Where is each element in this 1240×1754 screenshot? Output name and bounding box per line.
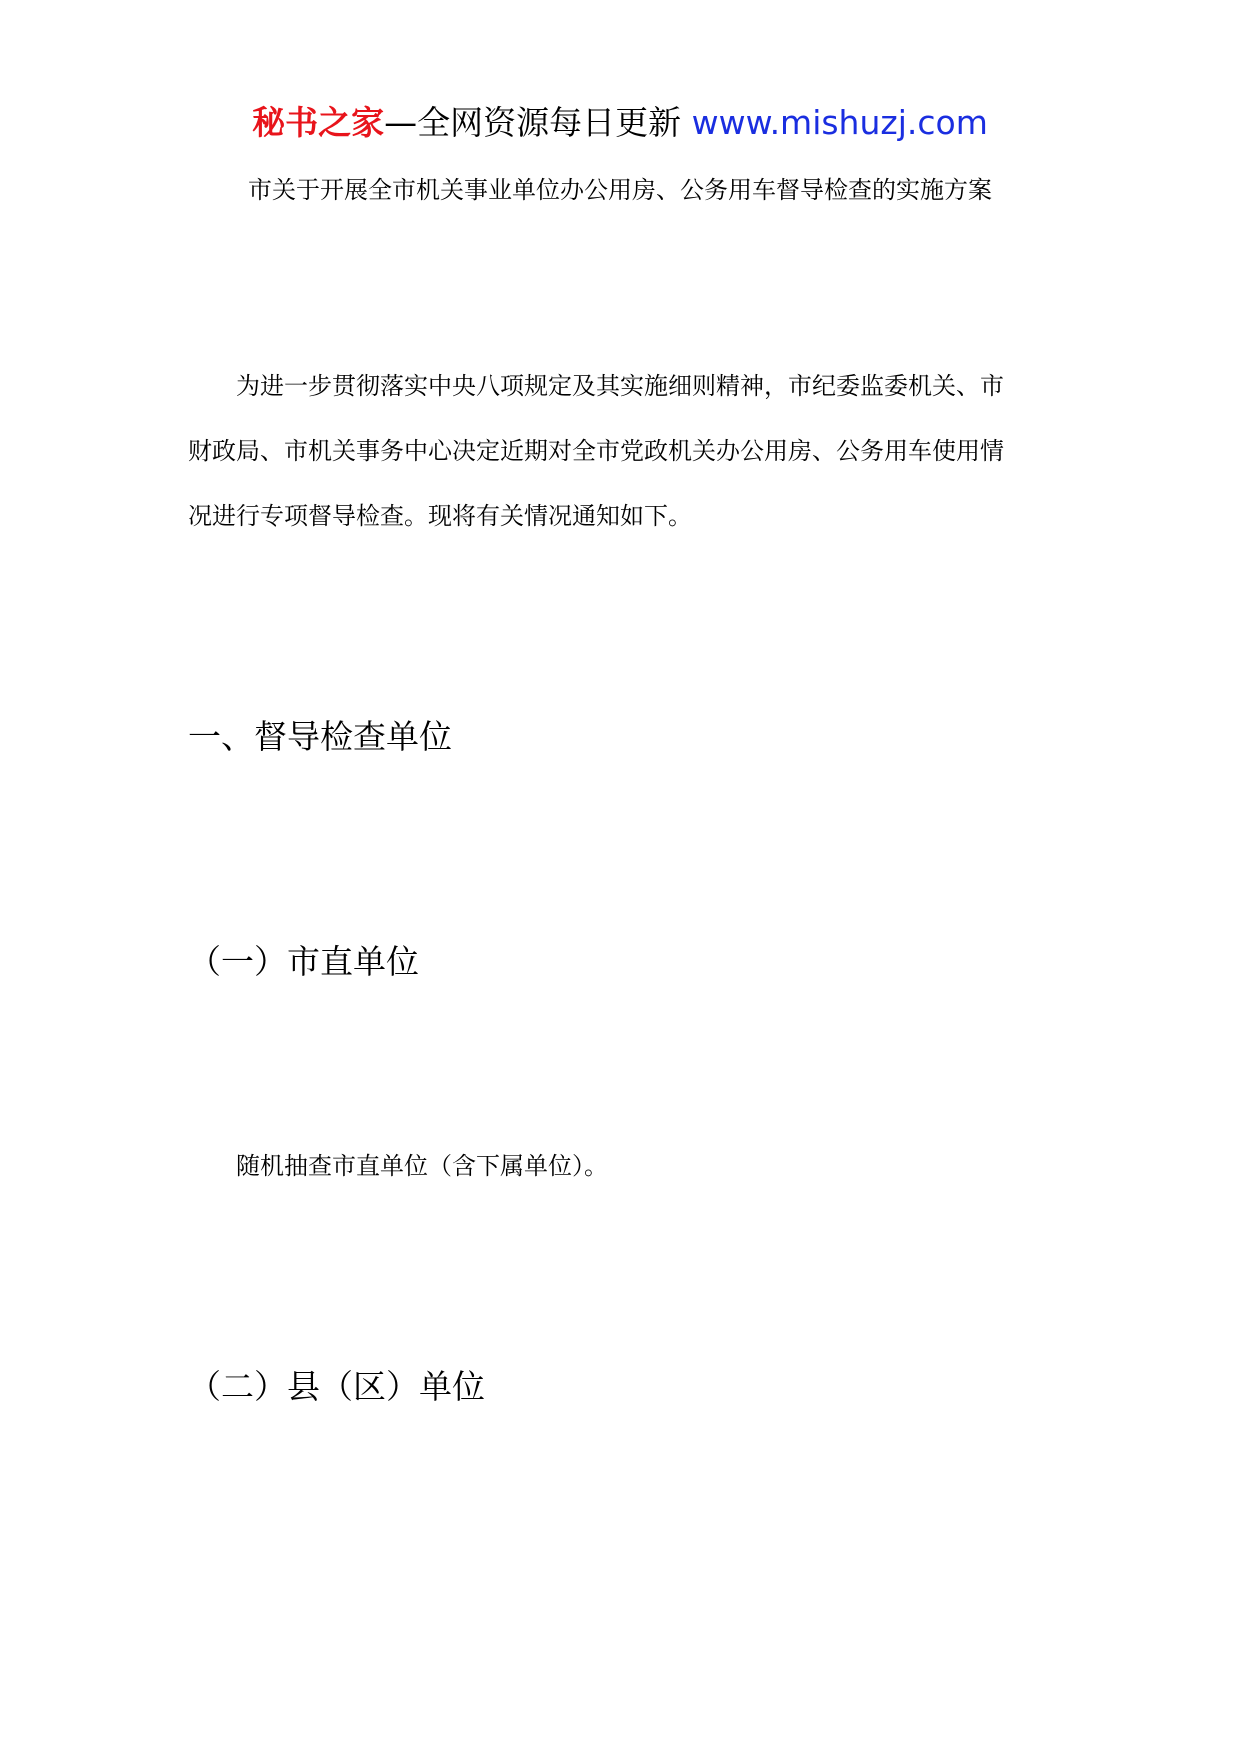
- site-url-link[interactable]: www.mishuzj.com: [691, 103, 988, 142]
- intro-paragraph-line-3: 况进行专项督导检查。现将有关情况通知如下。: [188, 502, 692, 530]
- brand-name: 秘书之家: [252, 103, 385, 142]
- banner-slogan: —全网资源每日更新: [384, 103, 692, 142]
- subsection-1-body: 随机抽查市直单位（含下属单位）。: [236, 1152, 608, 1180]
- document-title: 市关于开展全市机关事业单位办公用房、公务用车督导检查的实施方案: [248, 176, 992, 204]
- subsection-heading-1: （一）市直单位: [188, 942, 419, 981]
- subsection-heading-2: （二）县（区）单位: [188, 1367, 485, 1406]
- site-banner: [0, 98, 1240, 148]
- intro-paragraph-line-1: 为进一步贯彻落实中央八项规定及其实施细则精神，市纪委监委机关、市: [236, 372, 1004, 400]
- section-heading-1: 一、督导检查单位: [188, 717, 452, 756]
- intro-paragraph-line-2: 财政局、市机关事务中心决定近期对全市党政机关办公用房、公务用车使用情: [188, 437, 1004, 465]
